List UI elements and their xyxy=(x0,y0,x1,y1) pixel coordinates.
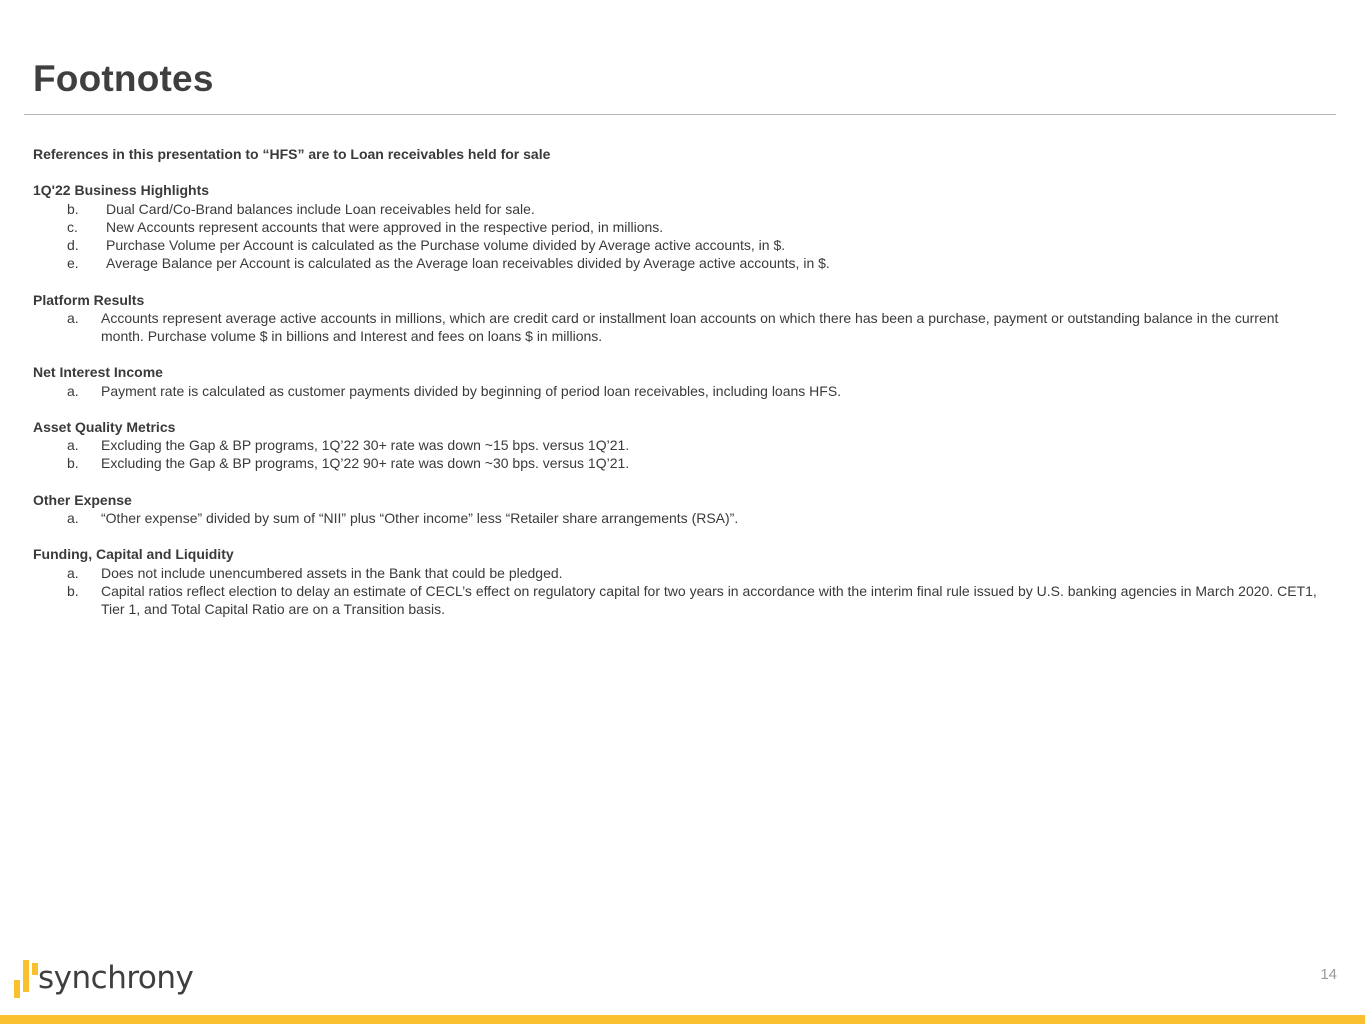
footnote-marker: c. xyxy=(67,218,78,235)
page-number: 14 xyxy=(1320,966,1337,983)
logo-wordmark: synchrony xyxy=(38,960,194,996)
intro-text: References in this presentation to “HFS” are to Loan receivables held for sale xyxy=(33,146,551,162)
section-platform-results xyxy=(33,291,1323,346)
intro-section xyxy=(33,145,1323,163)
footnote-text: Capital ratios reflect election to delay an estimate of CECL’s effect on regulatory capital for two years in accordance with the interim final rule issued by U.S. banking agencies in March 2020. CET1, Tier 1, and Total Capital Ratio are on a Transition basis. xyxy=(101,582,1317,617)
footnote-list xyxy=(33,309,1323,345)
synchrony-bars-icon xyxy=(14,960,38,998)
footnote-item xyxy=(33,309,1323,345)
section-heading: Platform Results xyxy=(33,291,145,308)
footnote-text: Payment rate is calculated as customer payments divided by beginning of period loan receivables, including loans HFS. xyxy=(101,382,842,399)
section-heading: Asset Quality Metrics xyxy=(33,418,176,435)
title-divider xyxy=(24,114,1336,115)
footnote-item xyxy=(33,509,1323,527)
footnote-text: Purchase Volume per Account is calculated as the Purchase volume divided by Average active accounts, in $. xyxy=(106,237,786,253)
section-heading: Net Interest Income xyxy=(33,364,163,381)
footnote-text: Excluding the Gap & BP programs, 1Q’22 90+ rate was down ~30 bps. versus 1Q’21. xyxy=(101,455,630,472)
footnote-text: Accounts represent average active accounts in millions, which are credit card or installment loan accounts on which there has been a purchase, payment or outstanding balance in the current month. Purchase volume $ in billions and Interest and fees on loans $ in millions. xyxy=(101,309,1279,344)
footnote-marker: a. xyxy=(67,382,79,399)
section-business-highlights xyxy=(33,181,1323,272)
footnote-marker: b. xyxy=(67,200,79,217)
footnote-marker: a. xyxy=(67,437,79,454)
footnote-list xyxy=(33,509,1323,527)
footnote-text: New Accounts represent accounts that were approved in the respective period, in millions. xyxy=(106,218,664,235)
section-asset-quality-metrics xyxy=(33,418,1323,473)
section-net-interest-income xyxy=(33,363,1323,399)
footnote-list xyxy=(33,382,1323,400)
footnote-list xyxy=(33,564,1323,619)
footnote-marker: a. xyxy=(67,309,79,326)
section-heading: Funding, Capital and Liquidity xyxy=(33,546,234,563)
synchrony-logo xyxy=(14,958,203,998)
page-title: Footnotes xyxy=(33,58,214,99)
footnote-marker: d. xyxy=(67,237,79,253)
footnote-text: Excluding the Gap & BP programs, 1Q’22 30+ rate was down ~15 bps. versus 1Q’21. xyxy=(101,437,630,454)
footnote-item xyxy=(33,254,1323,272)
section-funding-capital-liquidity xyxy=(33,545,1323,618)
footnote-list xyxy=(33,436,1323,472)
footnote-text: Does not include unencumbered assets in the Bank that could be pledged. xyxy=(101,564,563,581)
footnote-item xyxy=(33,218,1323,236)
footnote-text: “Other expense” divided by sum of “NII” plus “Other income” less “Retailer share arrangements (RSA)”. xyxy=(101,509,739,526)
footnote-item xyxy=(33,582,1323,618)
footnote-item xyxy=(33,382,1323,400)
footnote-item xyxy=(33,564,1323,582)
footnote-item xyxy=(33,454,1323,472)
footnote-text: Dual Card/Co-Brand balances include Loan receivables held for sale. xyxy=(106,200,535,217)
footnote-marker: a. xyxy=(67,564,79,581)
footnote-item xyxy=(33,236,1323,254)
footnotes-content xyxy=(33,145,1323,636)
footnote-item xyxy=(33,436,1323,454)
section-heading: 1Q'22 Business Highlights xyxy=(33,182,210,199)
section-heading: Other Expense xyxy=(33,491,132,508)
footnote-marker: a. xyxy=(67,509,79,526)
footnote-text: Average Balance per Account is calculated as the Average loan receivables divided by Average active accounts, in $. xyxy=(106,255,830,272)
footnote-list xyxy=(33,200,1323,273)
section-other-expense xyxy=(33,491,1323,527)
footnote-marker: e. xyxy=(67,255,79,272)
footnote-marker: b. xyxy=(67,455,79,472)
footnote-item xyxy=(33,200,1323,218)
accent-footer-bar xyxy=(0,1015,1365,1024)
footnote-marker: b. xyxy=(67,582,79,599)
